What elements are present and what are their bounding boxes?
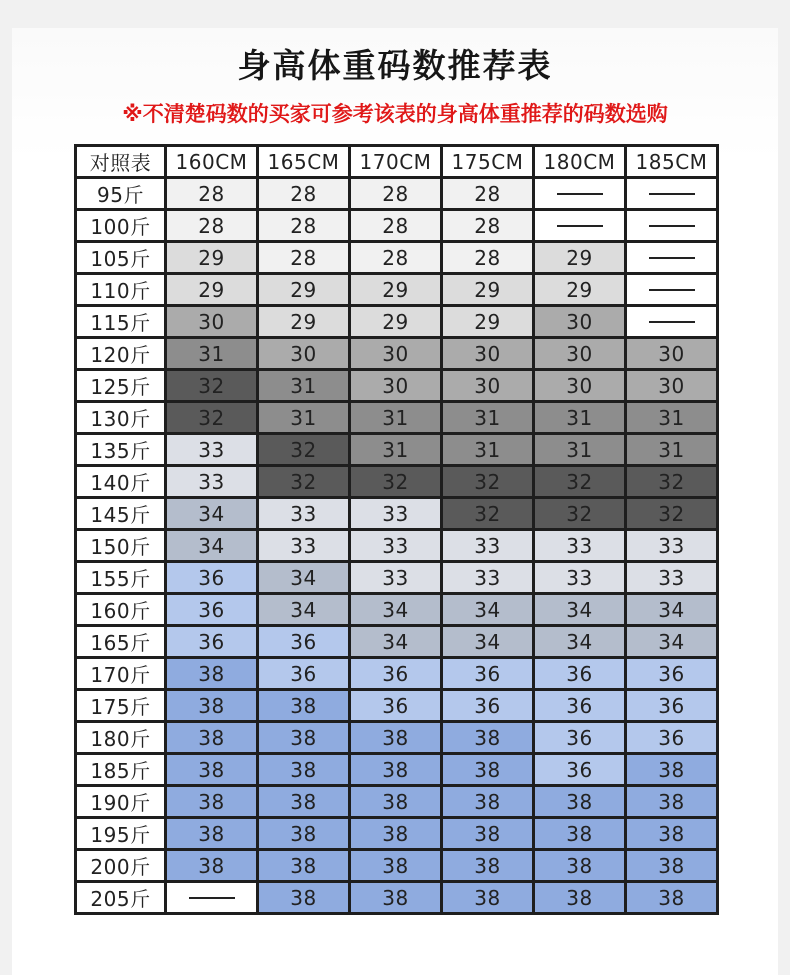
weight-label: 95斤 bbox=[76, 178, 166, 210]
size-cell: 38 bbox=[258, 882, 350, 914]
page-title: 身高体重码数推荐表 bbox=[237, 46, 553, 85]
weight-label: 195斤 bbox=[76, 818, 166, 850]
size-cell: 30 bbox=[350, 370, 442, 402]
weight-label: 130斤 bbox=[76, 402, 166, 434]
weight-label: 145斤 bbox=[76, 498, 166, 530]
size-cell: 28 bbox=[442, 242, 534, 274]
size-cell: 32 bbox=[626, 498, 718, 530]
weight-label: 135斤 bbox=[76, 434, 166, 466]
size-cell: 32 bbox=[166, 370, 258, 402]
size-cell: 34 bbox=[626, 626, 718, 658]
size-cell: 38 bbox=[350, 786, 442, 818]
size-cell: 33 bbox=[166, 434, 258, 466]
weight-label: 150斤 bbox=[76, 530, 166, 562]
table-row bbox=[76, 562, 718, 594]
table-row bbox=[76, 274, 718, 306]
size-cell: 36 bbox=[534, 754, 626, 786]
size-cell: 32 bbox=[626, 466, 718, 498]
size-cell: 33 bbox=[442, 530, 534, 562]
weight-label: 140斤 bbox=[76, 466, 166, 498]
size-cell: 33 bbox=[626, 530, 718, 562]
weight-label: 165斤 bbox=[76, 626, 166, 658]
size-cell: 34 bbox=[442, 594, 534, 626]
size-cell: 38 bbox=[626, 850, 718, 882]
size-cell: 28 bbox=[442, 210, 534, 242]
size-cell: 32 bbox=[442, 466, 534, 498]
table-row bbox=[76, 466, 718, 498]
size-cell: 36 bbox=[166, 562, 258, 594]
size-cell: 31 bbox=[350, 402, 442, 434]
size-cell: 38 bbox=[534, 850, 626, 882]
table-row bbox=[76, 786, 718, 818]
size-cell: 38 bbox=[258, 786, 350, 818]
size-cell: 38 bbox=[258, 818, 350, 850]
size-cell: 34 bbox=[350, 626, 442, 658]
size-cell: 38 bbox=[350, 722, 442, 754]
size-cell: 28 bbox=[350, 178, 442, 210]
size-cell: 30 bbox=[626, 338, 718, 370]
no-size-dash bbox=[649, 289, 695, 291]
size-cell bbox=[626, 274, 718, 306]
size-cell: 30 bbox=[166, 306, 258, 338]
weight-label: 180斤 bbox=[76, 722, 166, 754]
size-cell: 38 bbox=[166, 658, 258, 690]
size-cell: 34 bbox=[258, 562, 350, 594]
height-header: 180CM bbox=[534, 146, 626, 178]
size-cell bbox=[534, 178, 626, 210]
size-cell: 32 bbox=[258, 466, 350, 498]
size-cell: 34 bbox=[534, 594, 626, 626]
table-row bbox=[76, 370, 718, 402]
table-row bbox=[76, 626, 718, 658]
size-cell: 38 bbox=[166, 754, 258, 786]
size-cell: 30 bbox=[626, 370, 718, 402]
size-cell: 38 bbox=[350, 754, 442, 786]
table-row bbox=[76, 818, 718, 850]
size-cell: 38 bbox=[258, 690, 350, 722]
weight-label: 115斤 bbox=[76, 306, 166, 338]
size-cell: 31 bbox=[534, 434, 626, 466]
weight-label: 110斤 bbox=[76, 274, 166, 306]
table-row bbox=[76, 530, 718, 562]
size-cell: 30 bbox=[442, 338, 534, 370]
size-cell: 36 bbox=[166, 626, 258, 658]
weight-label: 105斤 bbox=[76, 242, 166, 274]
size-cell: 33 bbox=[350, 498, 442, 530]
size-cell: 38 bbox=[442, 818, 534, 850]
weight-label: 155斤 bbox=[76, 562, 166, 594]
size-cell: 34 bbox=[626, 594, 718, 626]
size-cell: 33 bbox=[258, 498, 350, 530]
size-cell: 30 bbox=[534, 370, 626, 402]
no-size-dash bbox=[649, 321, 695, 323]
size-cell: 28 bbox=[166, 210, 258, 242]
size-cell: 36 bbox=[534, 722, 626, 754]
table-row bbox=[76, 658, 718, 690]
table-row bbox=[76, 722, 718, 754]
size-cell: 38 bbox=[534, 818, 626, 850]
size-cell: 30 bbox=[534, 338, 626, 370]
size-cell: 36 bbox=[350, 690, 442, 722]
size-cell: 38 bbox=[166, 818, 258, 850]
size-cell: 28 bbox=[442, 178, 534, 210]
size-cell: 38 bbox=[534, 786, 626, 818]
table-row bbox=[76, 402, 718, 434]
size-cell: 36 bbox=[350, 658, 442, 690]
size-cell: 29 bbox=[258, 306, 350, 338]
size-cell: 31 bbox=[258, 370, 350, 402]
weight-label: 120斤 bbox=[76, 338, 166, 370]
size-cell: 29 bbox=[350, 306, 442, 338]
size-cell: 36 bbox=[626, 722, 718, 754]
size-cell: 38 bbox=[534, 882, 626, 914]
size-cell: 29 bbox=[442, 274, 534, 306]
size-cell: 38 bbox=[166, 786, 258, 818]
height-header: 160CM bbox=[166, 146, 258, 178]
weight-label: 185斤 bbox=[76, 754, 166, 786]
size-cell: 33 bbox=[258, 530, 350, 562]
weight-label: 205斤 bbox=[76, 882, 166, 914]
size-cell: 34 bbox=[166, 498, 258, 530]
size-cell: 36 bbox=[442, 690, 534, 722]
size-cell: 32 bbox=[258, 434, 350, 466]
table-row bbox=[76, 850, 718, 882]
size-cell: 38 bbox=[350, 882, 442, 914]
height-header: 175CM bbox=[442, 146, 534, 178]
size-cell: 28 bbox=[258, 242, 350, 274]
weight-label: 160斤 bbox=[76, 594, 166, 626]
weight-label: 100斤 bbox=[76, 210, 166, 242]
size-cell: 36 bbox=[166, 594, 258, 626]
size-cell bbox=[626, 210, 718, 242]
size-cell: 30 bbox=[258, 338, 350, 370]
size-cell: 38 bbox=[350, 818, 442, 850]
size-cell: 38 bbox=[350, 850, 442, 882]
size-cell: 31 bbox=[626, 402, 718, 434]
no-size-dash bbox=[649, 225, 695, 227]
size-cell: 36 bbox=[442, 658, 534, 690]
size-cell: 38 bbox=[166, 850, 258, 882]
size-cell bbox=[626, 242, 718, 274]
size-cell: 32 bbox=[534, 498, 626, 530]
size-cell: 38 bbox=[258, 754, 350, 786]
height-header: 165CM bbox=[258, 146, 350, 178]
table-row bbox=[76, 306, 718, 338]
table-row bbox=[76, 754, 718, 786]
size-cell: 28 bbox=[258, 210, 350, 242]
weight-label: 170斤 bbox=[76, 658, 166, 690]
size-cell: 28 bbox=[258, 178, 350, 210]
size-cell: 38 bbox=[626, 754, 718, 786]
table-row bbox=[76, 338, 718, 370]
table-row bbox=[76, 498, 718, 530]
size-cell: 34 bbox=[350, 594, 442, 626]
height-header: 170CM bbox=[350, 146, 442, 178]
size-cell: 38 bbox=[626, 786, 718, 818]
size-cell: 34 bbox=[442, 626, 534, 658]
weight-label: 190斤 bbox=[76, 786, 166, 818]
size-cell: 38 bbox=[258, 850, 350, 882]
size-cell: 29 bbox=[534, 274, 626, 306]
size-cell: 36 bbox=[626, 658, 718, 690]
size-cell: 38 bbox=[442, 722, 534, 754]
size-cell: 38 bbox=[626, 882, 718, 914]
size-cell: 31 bbox=[534, 402, 626, 434]
size-cell: 33 bbox=[534, 530, 626, 562]
no-size-dash bbox=[189, 897, 235, 899]
size-cell: 31 bbox=[442, 434, 534, 466]
size-cell: 30 bbox=[534, 306, 626, 338]
size-cell: 36 bbox=[258, 626, 350, 658]
size-cell: 29 bbox=[534, 242, 626, 274]
size-cell: 31 bbox=[350, 434, 442, 466]
size-cell: 38 bbox=[626, 818, 718, 850]
size-cell: 38 bbox=[258, 722, 350, 754]
weight-label: 125斤 bbox=[76, 370, 166, 402]
size-cell: 36 bbox=[258, 658, 350, 690]
size-cell bbox=[626, 306, 718, 338]
size-cell: 29 bbox=[442, 306, 534, 338]
size-cell: 33 bbox=[166, 466, 258, 498]
size-cell: 29 bbox=[350, 274, 442, 306]
size-cell bbox=[534, 210, 626, 242]
no-size-dash bbox=[649, 257, 695, 259]
size-cell: 38 bbox=[442, 850, 534, 882]
size-cell: 31 bbox=[258, 402, 350, 434]
size-cell: 34 bbox=[166, 530, 258, 562]
weight-label: 200斤 bbox=[76, 850, 166, 882]
size-cell: 29 bbox=[166, 242, 258, 274]
size-cell: 28 bbox=[166, 178, 258, 210]
no-size-dash bbox=[649, 193, 695, 195]
size-cell: 36 bbox=[534, 658, 626, 690]
size-cell: 33 bbox=[534, 562, 626, 594]
size-cell: 32 bbox=[350, 466, 442, 498]
size-cell: 33 bbox=[350, 530, 442, 562]
no-size-dash bbox=[557, 225, 603, 227]
size-cell: 31 bbox=[626, 434, 718, 466]
table-row bbox=[76, 434, 718, 466]
table-row bbox=[76, 178, 718, 210]
size-cell: 32 bbox=[442, 498, 534, 530]
size-cell: 36 bbox=[626, 690, 718, 722]
no-size-dash bbox=[557, 193, 603, 195]
size-cell: 33 bbox=[442, 562, 534, 594]
size-chart-table bbox=[74, 144, 719, 915]
table-row bbox=[76, 882, 718, 914]
size-cell: 36 bbox=[534, 690, 626, 722]
size-cell: 32 bbox=[166, 402, 258, 434]
header-row bbox=[76, 146, 718, 178]
table-row bbox=[76, 242, 718, 274]
table-row bbox=[76, 210, 718, 242]
page-subtitle: ※不清楚码数的买家可参考该表的身高体重推荐的码数选购 bbox=[122, 102, 668, 126]
size-cell: 38 bbox=[442, 882, 534, 914]
size-cell: 29 bbox=[258, 274, 350, 306]
size-cell: 28 bbox=[350, 210, 442, 242]
size-cell: 33 bbox=[626, 562, 718, 594]
table-row bbox=[76, 594, 718, 626]
corner-cell: 对照表 bbox=[76, 146, 166, 178]
size-cell: 38 bbox=[442, 786, 534, 818]
size-cell: 30 bbox=[442, 370, 534, 402]
size-cell: 31 bbox=[166, 338, 258, 370]
height-header: 185CM bbox=[626, 146, 718, 178]
size-cell: 29 bbox=[166, 274, 258, 306]
size-cell: 31 bbox=[442, 402, 534, 434]
weight-label: 175斤 bbox=[76, 690, 166, 722]
size-cell bbox=[166, 882, 258, 914]
size-cell: 33 bbox=[350, 562, 442, 594]
size-cell: 28 bbox=[350, 242, 442, 274]
size-cell: 34 bbox=[534, 626, 626, 658]
size-cell bbox=[626, 178, 718, 210]
size-cell: 32 bbox=[534, 466, 626, 498]
size-cell: 38 bbox=[442, 754, 534, 786]
size-cell: 38 bbox=[166, 690, 258, 722]
size-cell: 34 bbox=[258, 594, 350, 626]
size-cell: 38 bbox=[166, 722, 258, 754]
table-row bbox=[76, 690, 718, 722]
size-cell: 30 bbox=[350, 338, 442, 370]
